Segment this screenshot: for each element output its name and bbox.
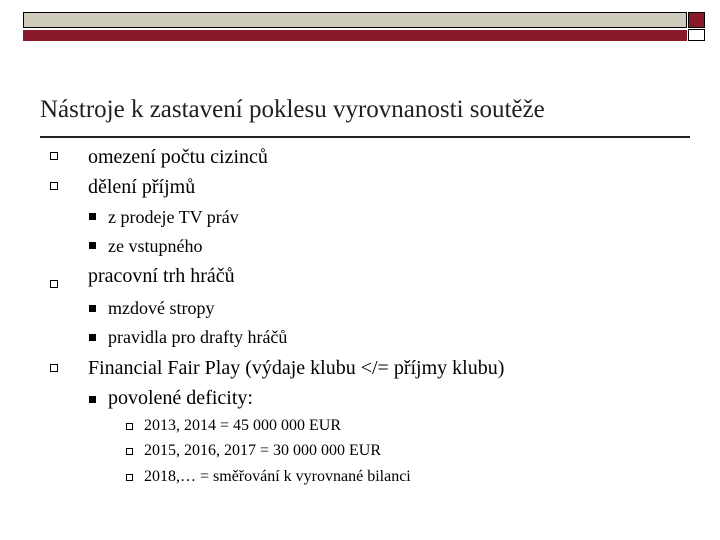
bullet-item-level2: ze vstupného: [108, 236, 203, 256]
header-accent-bar: [23, 30, 687, 41]
filled-square-icon: [89, 334, 96, 341]
bullet-item-level2: povolené deficity:: [108, 387, 253, 409]
header-decoration-bar: [23, 12, 687, 28]
bullet-item-level2: mzdové stropy: [108, 298, 215, 318]
hollow-square-icon: [126, 423, 133, 430]
filled-square-icon: [89, 305, 96, 312]
hollow-square-icon: [50, 182, 58, 190]
slide-title: Nástroje k zastavení poklesu vyrovnanosti soutěže: [40, 96, 545, 123]
hollow-square-icon: [126, 448, 133, 455]
bullet-item-level1: Financial Fair Play (výdaje klubu </= příjmy klubu): [88, 357, 505, 379]
hollow-square-icon: [50, 364, 58, 372]
bullet-item-level3: 2013, 2014 = 45 000 000 EUR: [144, 417, 342, 434]
bullet-item-level2: z prodeje TV práv: [108, 207, 239, 227]
bullet-item-level3: 2015, 2016, 2017 = 30 000 000 EUR: [144, 442, 382, 459]
header-corner-square-red: [688, 12, 705, 28]
header-corner-square-white: [688, 29, 705, 41]
title-divider: [40, 136, 690, 138]
filled-square-icon: [89, 242, 96, 249]
bullet-item-level2: pravidla pro drafty hráčů: [108, 327, 288, 347]
bullet-item-level1: dělení příjmů: [88, 176, 196, 198]
hollow-square-icon: [50, 152, 58, 160]
hollow-square-icon: [50, 280, 58, 288]
bullet-item-level1: omezení počtu cizinců: [88, 146, 268, 168]
bullet-item-level1: pracovní trh hráčů: [88, 265, 235, 287]
filled-square-icon: [89, 396, 96, 403]
filled-square-icon: [89, 213, 96, 220]
hollow-square-icon: [126, 474, 133, 481]
bullet-item-level3: 2018,… = směřování k vyrovnané bilanci: [144, 468, 411, 485]
